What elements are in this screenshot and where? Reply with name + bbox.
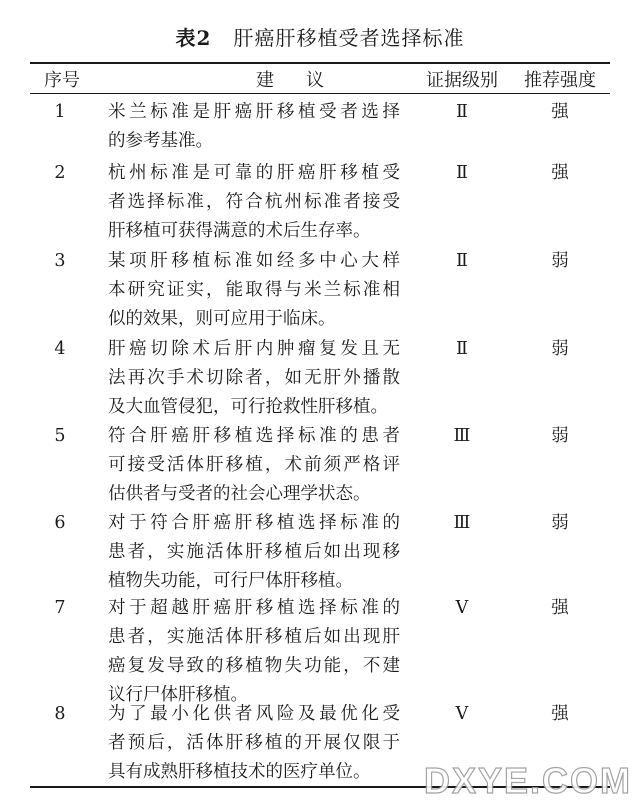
row-advice [108, 98, 400, 156]
advice-line: 具有成熟肝移植技术的医疗单位。 [108, 762, 371, 782]
advice-line: 对于超越肝癌肝移植选择标准的 [108, 598, 400, 618]
row-seq: 7 [54, 598, 66, 618]
advice-line: 某项肝移植标准如经多中心大样 [108, 251, 400, 271]
row-advice [108, 247, 400, 334]
row-strength: 强 [551, 102, 569, 122]
row-seq: 3 [54, 251, 66, 271]
row-evidence: Ⅱ [456, 102, 468, 122]
advice-line: 符合肝癌肝移植选择标准的患者 [108, 426, 400, 446]
row-advice [108, 335, 400, 422]
row-advice [108, 159, 400, 246]
advice-line: 对于符合肝癌肝移植选择标准的 [108, 513, 400, 533]
advice-line: 法再次手术切除者，如无肝外播散 [108, 368, 400, 388]
row-advice [108, 509, 400, 596]
advice-line: 患者，实施活体肝移植后如出现肝 [108, 627, 400, 647]
row-seq: 2 [54, 163, 66, 183]
top-rule [30, 62, 610, 64]
advice-line: 的参考基准。 [108, 131, 213, 151]
advice-line: 癌复发导致的移植物失功能，不建 [108, 656, 400, 676]
header-seq: 序号 [44, 70, 80, 91]
row-strength: 弱 [551, 426, 569, 446]
advice-line: 肝癌切除术后肝内肿瘤复发且无 [108, 339, 400, 359]
row-seq: 8 [54, 704, 66, 724]
row-seq: 6 [54, 513, 66, 533]
advice-line: 者预后，活体肝移植的开展仅限于 [108, 733, 400, 753]
row-advice [108, 594, 400, 710]
advice-line: 及大血管侵犯，可行抢救性肝移植。 [108, 397, 388, 417]
row-evidence: Ⅱ [456, 339, 468, 359]
table-caption: 肝癌肝移植受者选择标准 [233, 26, 465, 50]
row-evidence: Ⅴ [455, 598, 469, 618]
advice-line: 杭州标准是可靠的肝癌肝移植受 [108, 163, 400, 183]
table-title [0, 22, 640, 51]
watermark: DXYE.COM [423, 760, 632, 801]
row-strength: 强 [551, 704, 569, 724]
row-seq: 1 [54, 102, 66, 122]
row-evidence: Ⅱ [456, 163, 468, 183]
advice-line: 患者，实施活体肝移植后如出现移 [108, 542, 400, 562]
table-number: 表2 [175, 26, 212, 50]
row-strength: 强 [551, 598, 569, 618]
advice-line: 植物失功能，可行尸体肝移植。 [108, 571, 353, 591]
row-strength: 强 [551, 163, 569, 183]
row-evidence: Ⅲ [453, 513, 471, 533]
advice-line: 议行尸体肝移植。 [108, 685, 248, 705]
advice-line: 为了最小化供者风险及最优化受 [108, 704, 400, 724]
header-rule [30, 93, 610, 94]
row-advice [108, 422, 400, 509]
advice-line: 似的效果，则可应用于临床。 [108, 309, 336, 329]
row-evidence: Ⅲ [453, 426, 471, 446]
advice-line: 本研究证实，能取得与米兰标准相 [108, 280, 400, 300]
header-evidence: 证据级别 [426, 70, 498, 91]
row-seq: 4 [54, 339, 66, 359]
row-seq: 5 [54, 426, 66, 446]
row-strength: 弱 [551, 251, 569, 271]
advice-line: 肝移植可获得满意的术后生存率。 [108, 221, 371, 241]
advice-line: 米兰标准是肝癌肝移植受者选择 [108, 102, 400, 122]
row-evidence: Ⅱ [456, 251, 468, 271]
advice-line: 可接受活体肝移植，术前须严格评 [108, 455, 400, 475]
header-advice: 建议 [256, 70, 356, 91]
row-strength: 弱 [551, 513, 569, 533]
advice-line: 者选择标准，符合杭州标准者接受 [108, 192, 400, 212]
row-advice [108, 700, 400, 787]
header-strength: 推荐强度 [524, 70, 596, 91]
advice-line: 估供者与受者的社会心理学状态。 [108, 484, 371, 504]
row-evidence: Ⅴ [455, 704, 469, 724]
row-strength: 弱 [551, 339, 569, 359]
